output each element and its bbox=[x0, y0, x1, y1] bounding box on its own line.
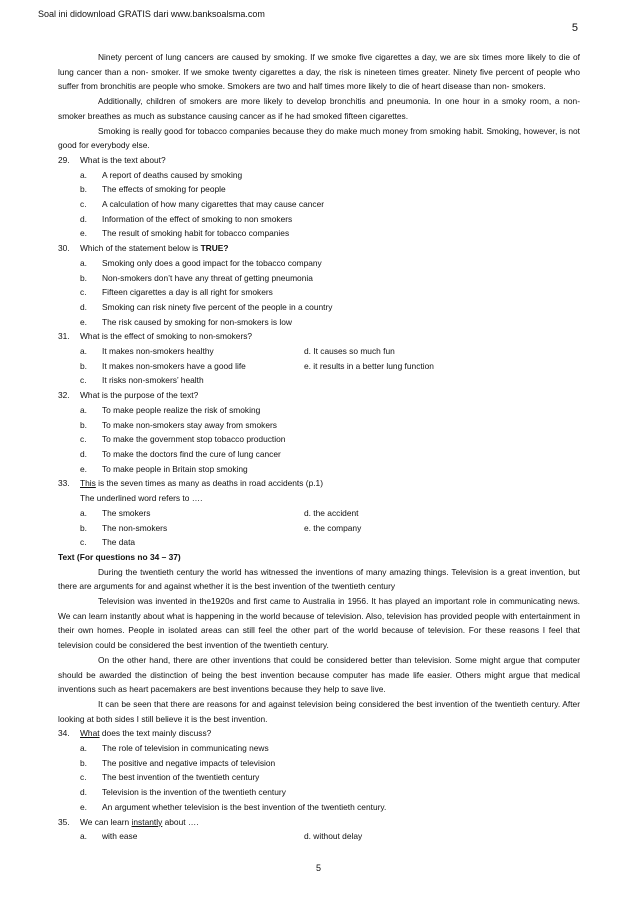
intro-paragraph-2: Additionally, children of smokers are more likely to develop bronchitis and pneumonia. In one hour in a smoky room, a non-smoker breathes as much as substance causing cancer as if he had smoked fifteen cigarettes. bbox=[58, 96, 580, 121]
question-text-main: is the seven times as many as deaths in road accidents (p.1) bbox=[95, 478, 323, 489]
option-letter: a. bbox=[80, 507, 87, 518]
option-row bbox=[58, 829, 580, 844]
option-text: Smoking can risk ninety five percent of the people in a country bbox=[102, 301, 333, 312]
option-letter: b. bbox=[80, 184, 87, 195]
option-letter: c. bbox=[80, 537, 87, 548]
option bbox=[58, 168, 580, 183]
option bbox=[58, 300, 580, 315]
question-number: 31. bbox=[58, 331, 70, 342]
option-text: The role of television in communicating news bbox=[102, 743, 269, 754]
option-text: It makes non-smokers have a good life bbox=[102, 360, 246, 371]
option-text: The effects of smoking for people bbox=[102, 184, 226, 195]
option-letter: d. bbox=[80, 787, 87, 798]
underlined-word: What bbox=[80, 728, 100, 739]
question-32 bbox=[58, 388, 580, 403]
page-number-bottom: 5 bbox=[316, 863, 322, 873]
option-text: A calculation of how many cigarettes that may cause cancer bbox=[102, 199, 325, 210]
question-text-post: about …. bbox=[162, 816, 199, 827]
option-letter: b. bbox=[80, 272, 87, 283]
document-body bbox=[58, 50, 580, 844]
question-text: What is the purpose of the text? bbox=[80, 390, 199, 401]
option-text: Information of the effect of smoking to non smokers bbox=[102, 213, 293, 224]
option-text: The result of smoking habit for tobacco companies bbox=[102, 228, 290, 239]
option-row bbox=[58, 521, 580, 536]
question-text-main: does the text mainly discuss? bbox=[99, 728, 212, 739]
option-letter: b. bbox=[80, 757, 87, 768]
question-30 bbox=[58, 241, 580, 256]
option-letter: c. bbox=[80, 434, 87, 445]
option-text: d. the accident bbox=[304, 507, 359, 518]
question-text bbox=[80, 476, 580, 491]
option-letter: b. bbox=[80, 522, 87, 533]
option-text: e. it results in a better lung function bbox=[304, 360, 434, 371]
option bbox=[58, 800, 580, 815]
option bbox=[58, 770, 580, 785]
tv-paragraph-4: It can be seen that there are reasons for and against television being considered the best invention of the twentieth century. After looking at both sides I still believe it is the best invention. bbox=[58, 698, 580, 724]
option bbox=[58, 535, 580, 550]
option-text: e. the company bbox=[304, 522, 362, 533]
question-33 bbox=[58, 476, 580, 491]
option-letter: d. bbox=[80, 301, 87, 312]
text-section-heading: Text (For questions no 34 – 37) bbox=[58, 551, 181, 562]
option-text: To make people in Britain stop smoking bbox=[102, 463, 248, 474]
option-letter: e. bbox=[80, 463, 87, 474]
option-text: Smoking only does a good impact for the tobacco company bbox=[102, 257, 322, 268]
intro-paragraph-3: Smoking is really good for tobacco companies because they do make much money from smoking habit. Smoking, however, is not good for everybody else. bbox=[58, 125, 580, 151]
option bbox=[58, 462, 580, 477]
option bbox=[58, 741, 580, 756]
option-letter: a. bbox=[80, 257, 87, 268]
underlined-word: instantly bbox=[131, 816, 163, 827]
underlined-word: This bbox=[80, 478, 96, 489]
option-letter: a. bbox=[80, 743, 87, 754]
option-text: d. It causes so much fun bbox=[304, 346, 395, 357]
option bbox=[58, 315, 580, 330]
option bbox=[58, 373, 580, 388]
option-row bbox=[58, 359, 580, 374]
option-text: To make non-smokers stay away from smokers bbox=[102, 419, 277, 430]
question-number: 34. bbox=[58, 728, 70, 739]
tv-paragraph-3: On the other hand, there are other inventions that could be considered better than television. Some might argue that computer should be awarded the distinction of being the best invention because computer has made life easier. Others might argue that medical inventions such as heart pacemakers are best inventions because they help to save live. bbox=[58, 654, 580, 695]
option-letter: b. bbox=[80, 360, 87, 371]
option-letter: b. bbox=[80, 419, 87, 430]
question-text bbox=[80, 726, 580, 741]
option bbox=[58, 403, 580, 418]
option bbox=[58, 756, 580, 771]
question-number: 33. bbox=[58, 478, 70, 489]
intro-paragraph-1: Ninety percent of lung cancers are caused by smoking. If we smoke five cigarettes a day, we are six times more likely to die of lung cancer than a non- smoker. If we smoke twenty cigarettes a day, the risk is nineteen times greater. Ninety five percent of people who suffer from bronchitis are people who smoke. Smokers are two and half times more likely to die of heart disease than non- smokers. bbox=[58, 52, 580, 92]
option-text: Fifteen cigarettes a day is all right for smokers bbox=[102, 287, 273, 298]
option bbox=[58, 182, 580, 197]
option-text: Television is the invention of the twentieth century bbox=[102, 787, 286, 798]
option-letter: e. bbox=[80, 801, 87, 812]
download-source-note: Soal ini didownload GRATIS dari www.banksoalsma.com bbox=[38, 9, 265, 19]
question-text bbox=[80, 241, 580, 256]
option-text: The risk caused by smoking for non-smokers is low bbox=[102, 316, 292, 327]
question-29 bbox=[58, 153, 580, 168]
option bbox=[58, 285, 580, 300]
option bbox=[58, 447, 580, 462]
option-text: The positive and negative impacts of television bbox=[102, 757, 276, 768]
option-text: The best invention of the twentieth century bbox=[102, 772, 260, 783]
option-text: To make the doctors find the cure of lung cancer bbox=[102, 448, 281, 459]
question-number: 29. bbox=[58, 154, 70, 165]
option bbox=[58, 226, 580, 241]
option-text: with ease bbox=[102, 831, 138, 842]
option-letter: a. bbox=[80, 169, 87, 180]
question-35 bbox=[58, 815, 580, 830]
question-31 bbox=[58, 329, 580, 344]
option bbox=[58, 212, 580, 227]
option-text: An argument whether television is the best invention of the twentieth century. bbox=[102, 801, 387, 812]
question-emphasis: TRUE? bbox=[200, 243, 229, 254]
option-row bbox=[58, 344, 580, 359]
option bbox=[58, 432, 580, 447]
option-letter: a. bbox=[80, 831, 87, 842]
option bbox=[58, 418, 580, 433]
question-number: 30. bbox=[58, 243, 70, 254]
option-letter: c. bbox=[80, 772, 87, 783]
option-letter: c. bbox=[80, 375, 87, 386]
question-text: What is the effect of smoking to non-smokers? bbox=[80, 331, 253, 342]
tv-paragraph-2: Television was invented in the1920s and first came to Australia in 1956. It has played an important role in communicating news. We can learn instantly about what is happening in the world because of television. Also, television has provided people with entertainment in their own homes. People in isolated areas can still feel the other part of the world because of television. For these reasons I feel that television could be considered the best invention of the twentieth century. bbox=[58, 596, 580, 651]
question-text-main: Which of the statement below is bbox=[80, 243, 201, 254]
option bbox=[58, 271, 580, 286]
option bbox=[58, 197, 580, 212]
option-letter: d. bbox=[80, 213, 87, 224]
option bbox=[58, 256, 580, 271]
option-text: The smokers bbox=[102, 507, 151, 518]
option-letter: d. bbox=[80, 448, 87, 459]
question-number: 32. bbox=[58, 390, 70, 401]
option-text: d. without delay bbox=[304, 831, 363, 842]
question-subtext: The underlined word refers to …. bbox=[80, 493, 203, 504]
page-number-top: 5 bbox=[571, 22, 578, 34]
option-text: A report of deaths caused by smoking bbox=[102, 169, 243, 180]
option-letter: e. bbox=[80, 316, 87, 327]
question-text: What is the text about? bbox=[80, 154, 166, 165]
option-text: It makes non-smokers healthy bbox=[102, 346, 214, 357]
tv-paragraph-1: During the twentieth century the world has witnessed the inventions of many amazing things. Television is a great invention, but there are arguments for and against whether it is the best invention of the twentieth century bbox=[58, 566, 580, 592]
option-text: The non-smokers bbox=[102, 522, 168, 533]
option-text: To make people realize the risk of smoking bbox=[102, 404, 261, 415]
option-text: It risks non-smokers’ health bbox=[102, 375, 204, 386]
option-text: Non-smokers don’t have any threat of getting pneumonia bbox=[102, 272, 313, 283]
question-number: 35. bbox=[58, 816, 70, 827]
option-row bbox=[58, 506, 580, 521]
option-letter: c. bbox=[80, 199, 87, 210]
question-34 bbox=[58, 726, 580, 741]
option-text: The data bbox=[102, 537, 136, 548]
question-text bbox=[80, 815, 580, 830]
option-letter: a. bbox=[80, 404, 87, 415]
option-letter: c. bbox=[80, 287, 87, 298]
question-text-pre: We can learn bbox=[80, 816, 132, 827]
option-text: To make the government stop tobacco production bbox=[102, 434, 286, 445]
option bbox=[58, 785, 580, 800]
option-letter: a. bbox=[80, 346, 87, 357]
option-letter: e. bbox=[80, 228, 87, 239]
